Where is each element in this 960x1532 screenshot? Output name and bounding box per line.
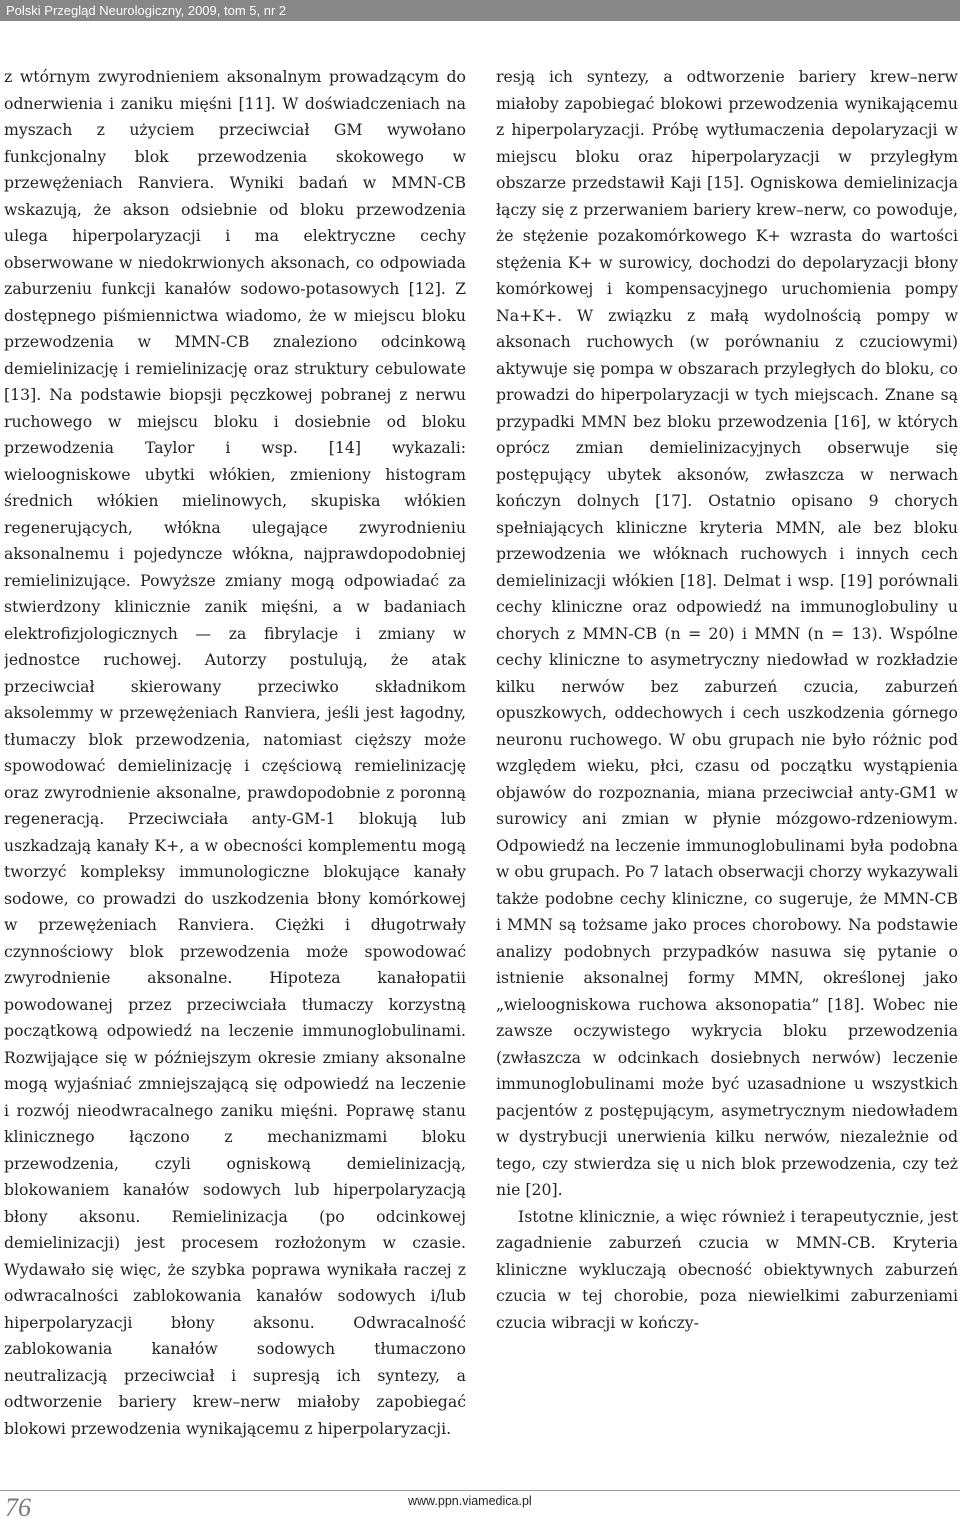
- journal-title: Polski Przegląd Neurologiczny, 2009, tom 5, nr 2: [6, 3, 287, 18]
- journal-url: www.ppn.viamedica.pl: [408, 1494, 532, 1508]
- paragraph: Istotne klinicznie, a więc również i terapeutycznie, jest zagadnienie zaburzeń czucia w MMN-CB. Kryteria kliniczne wykluczają obecność obiektywnych zaburzeń czucia w tej chorobie, poza niewielkimi zaburzeniami czucia wibracji w kończy-: [496, 1206, 958, 1332]
- right-column: [496, 64, 958, 1464]
- page-number: 76: [5, 1493, 31, 1522]
- footer-divider: [0, 1490, 960, 1491]
- paragraph: resją ich syntezy, a odtworzenie bariery krew–nerw miałoby zapobiegać blokowi przewodzenia wynikającemu z hiperpolaryzacji. Próbę wytłumaczenia depolaryzacji w miejscu bloku oraz hiperpolaryzacji w przyległym obszarze przedstawił Kaji [15]. Ogniskowa demielinizacja łączy się z przerwaniem bariery krew–nerw, co powoduje, że stężenie pozakomórkowego K+ wzrasta do wartości stężenia K+ w surowicy, dochodzi do depolaryzacji błony komórkowej i kompensacyjnego uruchomienia pompy Na+K+. W związku z małą wydolnością pompy w aksonach ruchowych (w porównaniu z czuciowymi) aktywuje się pompa w obszarach przyległych do bloku, co prowadzi do hiperpolaryzacji w tych miejscach. Znane są przypadki MMN bez bloku przewodzenia [16], w których oprócz zmian demielinizacyjnych obserwuje się postępujący ubytek aksonów, zwłaszcza w nerwach kończyn dolnych [17]. Ostatnio opisano 9 chorych spełniających kliniczne kryteria MMN, ale bez bloku przewodzenia we włóknach ruchowych i innych cech demielinizacji włókien [18]. Delmat i wsp. [19] porównali cechy kliniczne oraz odpowiedź na immunoglobuliny u chorych z MMN-CB (n = 20) i MMN (n = 13). Wspólne cechy kliniczne to asymetryczny niedowład w rozkładzie kilku nerwów bez zaburzeń czucia, zaburzeń opuszkowych, oddechowych i cech uszkodzenia górnego neuronu ruchowego. W obu grupach nie było różnic pod względem wieku, płci, czasu od początku wystąpienia objawów do rozpoznania, miana przeciwciał anty-GM1 w surowicy ani zmian w płynie mózgowo-rdzeniowym. Odpowiedź na leczenie immunoglobulinami była podobna w obu grupach. Po 7 latach obserwacji chorzy wykazywali także podobne cechy kliniczne, co sugeruje, że MMN-CB i MMN są tożsame jako proces chorobowy. Na podstawie analizy podobnych przypadków nasuwa się pytanie o istnienie aksonalnej formy MMN, określonej jako „wieloogniskowa ruchowa aksonopatia” [18]. Wobec nie zawsze oczywistego wykrycia bloku przewodzenia (zwłaszcza w odcinkach dosiebnych nerwów) leczenie immunoglobulinami może być uzasadnione u wszystkich pacjentów z postępującym, asymetrycznym niedowładem w dystrybucji unerwienia kilku nerwów, niezależnie od tego, czy stwierdza się u nich blok przewodzenia, czy też nie [20].: [496, 67, 958, 1199]
- journal-header-bar: [0, 0, 960, 21]
- left-column: [4, 64, 466, 1464]
- paragraph: z wtórnym zwyrodnieniem aksonalnym prowadzącym do odnerwienia i zaniku mięśni [11]. W doświadczeniach na myszach z użyciem przeciwciał GM wywołano funkcjonalny blok przewodzenia skokowego w przewężeniach Ranviera. Wyniki badań w MMN-CB wskazują, że akson odsiebnie od bloku przewodzenia ulega hiperpolaryzacji i ma elektryczne cechy obserwowane w niedokrwionych aksonach, co odpowiada zaburzeniu funkcji kanałów sodowo-potasowych [12]. Z dostępnego piśmiennictwa wiadomo, że w miejscu bloku przewodzenia w MMN-CB znaleziono odcinkową demielinizację i remielinizację oraz struktury cebulowate [13]. Na podstawie biopsji pęczkowej pobranej z nerwu ruchowego w miejscu bloku i dosiebnie od bloku przewodzenia Taylor i wsp. [14] wykazali: wieloogniskowe ubytki włókien, zmieniony histogram średnich włókien mielinowych, skupiska włókien regenerujących, włókna ulegające zwyrodnieniu aksonalnemu i pojedyncze włókna, najprawdopodobniej remielinizujące. Powyższe zmiany mogą odpowiadać za stwierdzony klinicznie zanik mięśni, a w badaniach elektrofizjologicznych — za fibrylacje i zmiany w jednostce ruchowej. Autorzy postulują, że atak przeciwciał skierowany przeciwko składnikom aksolemmy w przewężeniach Ranviera, jeśli jest łagodny, tłumaczy blok przewodzenia, natomiast cięższy może spowodować demielinizację i częściową remielinizację oraz zwyrodnienie aksonalne, prawdopodobnie z poronną regeneracją. Przeciwciała anty-GM-1 blokują lub uszkadzają kanały K+, a w obecności komplementu mogą tworzyć kompleksy immunologiczne blokujące kanały sodowe, co prowadzi do uszkodzenia błony komórkowej w przewężeniach Ranviera. Ciężki i długotrwały czynnościowy blok przewodzenia może spowodować zwyrodnienie aksonalne. Hipoteza kanałopatii powodowanej przez przeciwciała tłumaczy korzystną początkową odpowiedź na leczenie immunoglobulinami. Rozwijające się w późniejszym okresie zmiany aksonalne mogą wyjaśniać zmniejszającą się odpowiedź na leczenie i rozwój nieodwracalnego zaniku mięśni. Poprawę stanu klinicznego łączono z mechanizmami bloku przewodzenia, czyli ogniskową demielinizacją, blokowaniem kanałów sodowych lub hiperpolaryzacją błony aksonu. Remielinizacja (po odcinkowej demielinizacji) jest procesem rozłożonym w czasie. Wydawało się więc, że szybka poprawa wynikała raczej z odwracalności zablokowania kanałów sodowych i/lub hiperpolaryzacji błony aksonu. Odwracalność zablokowania kanałów sodowych tłumaczono neutralizacją przeciwciał i supresją ich syntezy, a odtworzenie bariery krew–nerw miałoby zapobiegać blokowi przewodzenia wynikającemu z hiperpolaryzacji.: [4, 67, 466, 1438]
